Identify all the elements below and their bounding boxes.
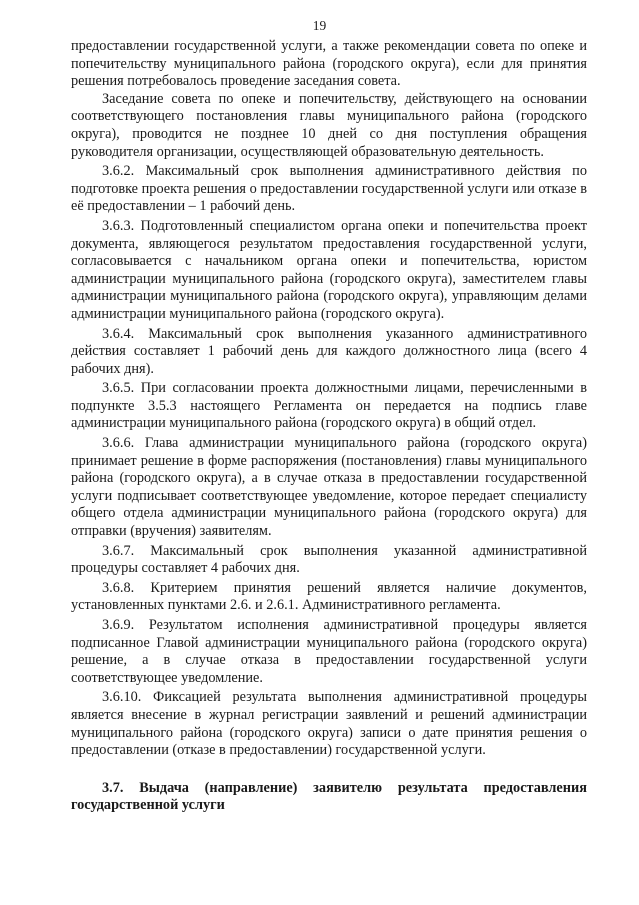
page-content	[71, 38, 587, 815]
paragraph-3-6-6: 3.6.6. Глава администрации муниципального района (городского округа) принимает решение в форме распоряжения (постановления) главы муниципального района (городского округа), а в случае отказа в предоставлении государственной услуги подписывает соответствующее уведомление, которое передает специалисту общего отдела администрации муниципального района (городского округа) для отправки (вручения) заявителям.	[71, 435, 587, 540]
paragraph-3-6-7: 3.6.7. Максимальный срок выполнения указанной административной процедуры составляет 4 рабочих дня.	[71, 542, 587, 577]
paragraph-3-6-4: 3.6.4. Максимальный срок выполнения указанного административного действия составляет 1 рабочий день для каждого должностного лица (всего 4 рабочих дня).	[71, 325, 587, 377]
paragraph-3-6-10: 3.6.10. Фиксацией результата выполнения административной процедуры является внесение в журнал регистрации заявлений и решений администрации муниципального района (городского округа) записи о дате принятия решения о предоставлении (отказе в предоставлении) государственной услуги.	[71, 689, 587, 759]
paragraph-3-6-8: 3.6.8. Критерием принятия решений является наличие документов, установленных пунктами 2.6. и 2.6.1. Административного регламента.	[71, 579, 587, 614]
paragraph-3-6-2: 3.6.2. Максимальный срок выполнения административного действия по подготовке проекта решения о предоставлении государственной услуги или отказе в её предоставлении – 1 рабочий день.	[71, 163, 587, 215]
paragraph-3-6-3: 3.6.3. Подготовленный специалистом органа опеки и попечительства проект документа, являющегося результатом предоставления государственной услуги, согласовывается с начальником органа опеки и попечительства, юристом администрации муниципального района (городского округа), заместителем главы администрации муниципального района (городского округа), управляющим делами администрации муниципального района (городского округа).	[71, 217, 587, 322]
section-heading-3-7: 3.7. Выдача (направление) заявителю результата предоставления государственной услуги	[71, 779, 587, 814]
paragraph-continuation: предоставлении государственной услуги, а также рекомендации совета по опеке и попечительству муниципального района (городского округа), если для принятия решения потребовалось проведение заседания совета.	[71, 38, 587, 90]
paragraph-3-6-5: 3.6.5. При согласовании проекта должностными лицами, перечисленными в подпункте 3.5.3 настоящего Регламента он передается на подпись главе администрации муниципального района (городского округа) в общий отдел.	[71, 380, 587, 432]
paragraph-3-6-9: 3.6.9. Результатом исполнения административной процедуры является подписанное Главой администрации муниципального района (городского округа) решение, а в случае отказа в предоставлении государственной услуги соответствующее уведомление.	[71, 617, 587, 686]
page-number: 19	[312, 18, 327, 33]
paragraph-council-meeting: Заседание совета по опеке и попечительству, действующего на основании соответствующего постановления главы муниципального района (городского округа), проводится не позднее 10 дней со дня поступления обращения руководителя организации, осуществляющей образовательную деятельность.	[71, 90, 587, 160]
